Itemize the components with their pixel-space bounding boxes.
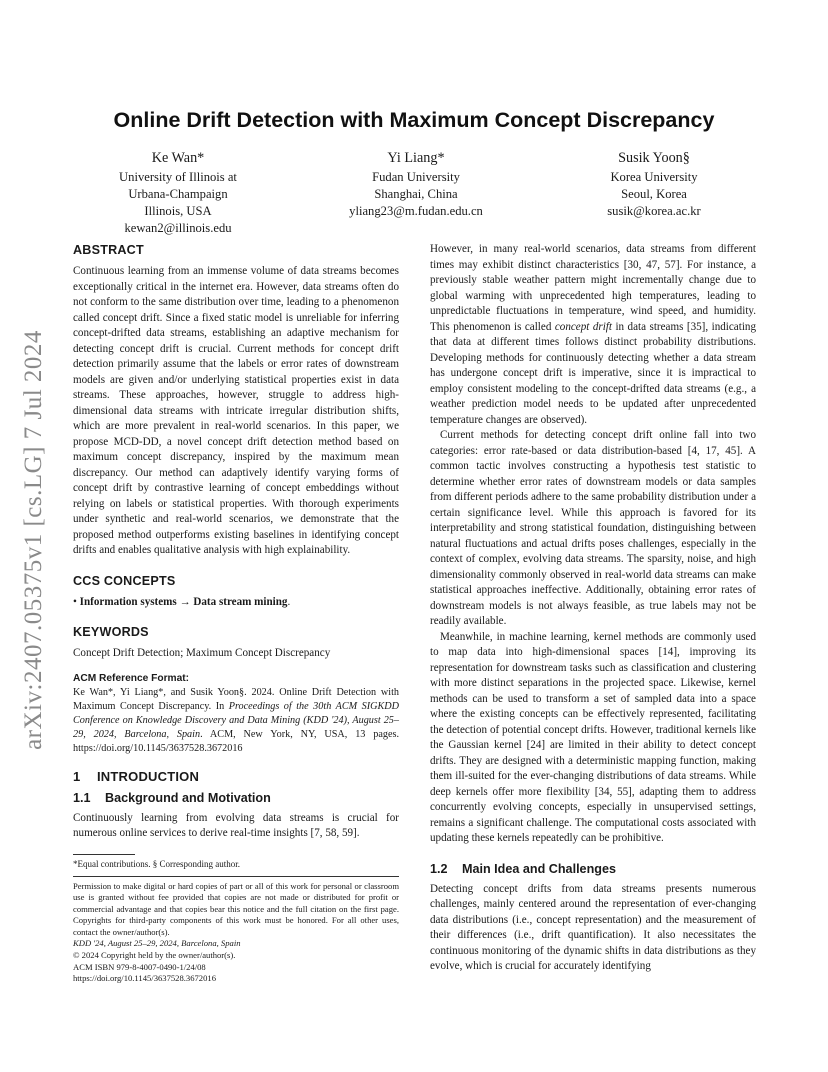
author-3	[549, 148, 759, 220]
ccs-heading: CCS CONCEPTS	[73, 573, 176, 588]
abstract-heading: ABSTRACT	[73, 243, 144, 257]
intro-paragraph-2: Current methods for detecting concept drift online fall into two categories: error rate-based or data distribution-based [4, 17, 45]. A common tactic involves constructing a hypothesis test statistic to determine whether error rates of downstream models or data samples from different periods adhere to the same probability distribution under a certain significance level. While this approach is favored for its interpretability and strong statistical foundation, distinguishing between natural fluctuations and actual drifts poses challenges, especially in the context of complex, evolving data streams. The sparsity, noise, and high dimensionality commonly observed in real-world data streams can make statistical approaches ineffective. Additionally, obtaining error rates of downstream models is not always feasible, as true labels may not be readily available.	[430, 429, 756, 627]
subsection-label: Background and Motivation	[105, 790, 271, 805]
ccs-bullet: •	[73, 595, 77, 608]
permission-rule	[73, 876, 399, 877]
author-2	[311, 148, 521, 220]
intro-heading-number: 1	[73, 768, 81, 784]
keywords-heading: KEYWORDS	[73, 625, 149, 639]
author-email: yliang23@m.fudan.edu.cn	[349, 204, 483, 218]
subsection-1-2-heading	[430, 861, 756, 878]
author-name: Ke Wan*	[151, 150, 205, 166]
arxiv-id-text: arXiv:2407.05375v1 [cs.LG] 7 Jul 2024	[20, 330, 47, 750]
intro-text: Continuously learning from evolving data streams is crucial for numerous online services to derive real-time insights [7, 58, 59].	[73, 811, 399, 839]
intro-paragraph-1	[430, 242, 756, 428]
concept-drift-term: concept drift	[554, 320, 612, 333]
permission-block	[73, 881, 399, 985]
conference-line: KDD '24, August 25–29, 2024, Barcelona, Spain	[73, 938, 241, 949]
para1-end: in data streams [35], indicating that data at different times follows distinct probability distributions. Developing methods for continuously detecting whether a data stream has undergone concept drift is imperative, since it is impractical to employ consistent modeling to the concept-drifted data streams (e.g., a weather prediction model needs to be updated after unprecedented temperature changes are observed).	[430, 320, 756, 426]
doi-line: https://doi.org/10.1145/3637528.3672016	[73, 973, 216, 984]
author-1	[73, 148, 283, 237]
paper-title: Online Drift Detection with Maximum Concept Discrepancy	[113, 108, 715, 132]
ccs-concept: Information systems → Data stream mining	[79, 595, 288, 608]
keywords-text: Concept Drift Detection; Maximum Concept Discrepancy	[73, 647, 331, 659]
subsection-1-1-heading	[73, 790, 399, 807]
author-affiliation: Seoul, Korea	[621, 187, 687, 201]
para1-start: However, in many real-world scenarios, data streams from different times may exhibit distinct characteristics [30, 47, 57]. For instance, a previously stable weather pattern might incrementally change due to global warming with unprecedented high temperatures, leading to unpredictable fluctuations in temperature, wind speed, and humidity. This phenomenon is called	[430, 243, 756, 333]
left-column	[73, 242, 399, 985]
author-affiliation: University of Illinois at	[119, 170, 237, 184]
ccs-period: .	[287, 595, 291, 608]
acm-ref-venue: Proceedings of the 30th ACM SIGKDD Conference on Knowledge Discovery and Data Mining (KDD '24), August 25–29, 2024, Barcelona, Spain	[73, 700, 399, 740]
copyright-line: © 2024 Copyright held by the owner/author(s).	[73, 950, 236, 961]
acm-ref-tail: . ACM, New York, NY, USA, 13 pages. https://doi.org/10.1145/3637528.3672016	[73, 728, 400, 754]
author-block	[73, 148, 759, 238]
isbn-line: ACM ISBN 979-8-4007-0490-1/24/08	[73, 961, 206, 972]
intro-paragraph-3: Meanwhile, in machine learning, kernel methods are commonly used to map data into high-dimensional spaces [14], improving its representation for downstream tasks such as classification and clustering with more distinct separations in the projected space. Likewise, kernel methods can be used to transform a set of sampled data into a space where the existing concepts can be effectively represented, facilitating the detection of potential concept drifts. However, traditional kernels like the Gaussian kernel [24] are limited in their ability to detect concept drifts. They are designed with a deterministic mapping function, making them ill-suited for the ever-changing distributions of data streams. While deep kernels offer more flexibility [34, 55], adapting them to address concurrently evolving concepts, especially in unsupervised settings, remains a significant challenge. The computational costs associated with updating these kernels repeatedly can be prohibitive.	[430, 630, 756, 844]
subsection-number: 1.1	[73, 790, 91, 805]
author-affiliation: Fudan University	[372, 170, 460, 184]
author-email: susik@korea.ac.kr	[607, 204, 701, 218]
acm-ref-authors: Ke Wan*, Yi Liang*, and Susik Yoon§. 2024. Online Drift Detection with Maximum Concept Discrepancy. In	[73, 686, 399, 712]
intro-paragraph-4: Detecting concept drifts from data streams presents numerous challenges, mainly centered around the representation of ever-changing data distributions (i.e., concept representation) and the measurement of their differences (i.e., drift quantification). It also necessitates the continuous monitoring of the dynamic shifts in data distributions as they evolve, which is crucial for accurately identifying	[430, 882, 756, 972]
permission-text: Permission to make digital or hard copies of part or all of this work for personal or classroom use is granted without fee provided that copies are not made or distributed for profit or commercial advantage and that copies bear this notice and the full citation on the first page. Copyrights for third-party components of this work must be honored. For all other uses, contact the owner/author(s).	[73, 880, 399, 937]
acm-ref-heading: ACM Reference Format:	[73, 672, 190, 684]
author-affiliation: Korea University	[610, 170, 698, 184]
author-affiliation: Shanghai, China	[374, 187, 458, 201]
subsection-label: Main Idea and Challenges	[462, 861, 616, 876]
footnote-rule	[73, 854, 135, 855]
abstract-text: Continuous learning from an immense volume of data streams becomes exceptionally critical in the internet era. However, data streams often do not conform to the same distribution over time, leading to a phenomenon called concept drift. Since a fixed static model is unreliable for inferring concept-drifted data streams, establishing an adaptive mechanism for detecting concept drift is crucial. Current methods for concept drift detection primarily assume that the labels or error rates of downstream models are given and/or underlying statistical properties exist in data streams. These approaches, however, struggle to address high-dimensional data streams with intricate irregular distribution shifts, which are more prevalent in real-world scenarios. In this paper, we propose MCD-DD, a novel concept drift detection method based on maximum concept discrepancy, inspired by the maximum mean discrepancy. Our method can adaptively identify varying forms of concept drift by contrastive learning of concept embeddings without relying on labels or statistical properties. With thorough experiments under synthetic and real-world scenarios, we demonstrate that the proposed method outperforms existing baselines in identifying concept drifts and enables qualitative analysis with high explainability.	[73, 265, 399, 556]
author-affiliation: Illinois, USA	[144, 204, 212, 218]
author-name: Yi Liang*	[387, 150, 445, 166]
arxiv-identifier	[14, 300, 54, 780]
acm-ref-text	[73, 686, 399, 756]
intro-heading-label: INTRODUCTION	[97, 768, 200, 784]
subsection-number: 1.2	[430, 861, 448, 876]
ccs-text	[73, 595, 399, 611]
footnote: *Equal contributions. § Corresponding author.	[73, 858, 240, 869]
right-column	[430, 242, 756, 975]
intro-heading	[73, 768, 399, 785]
author-email: kewan2@illinois.edu	[124, 221, 232, 235]
author-affiliation: Urbana-Champaign	[128, 187, 228, 201]
author-name: Susik Yoon§	[618, 150, 690, 166]
